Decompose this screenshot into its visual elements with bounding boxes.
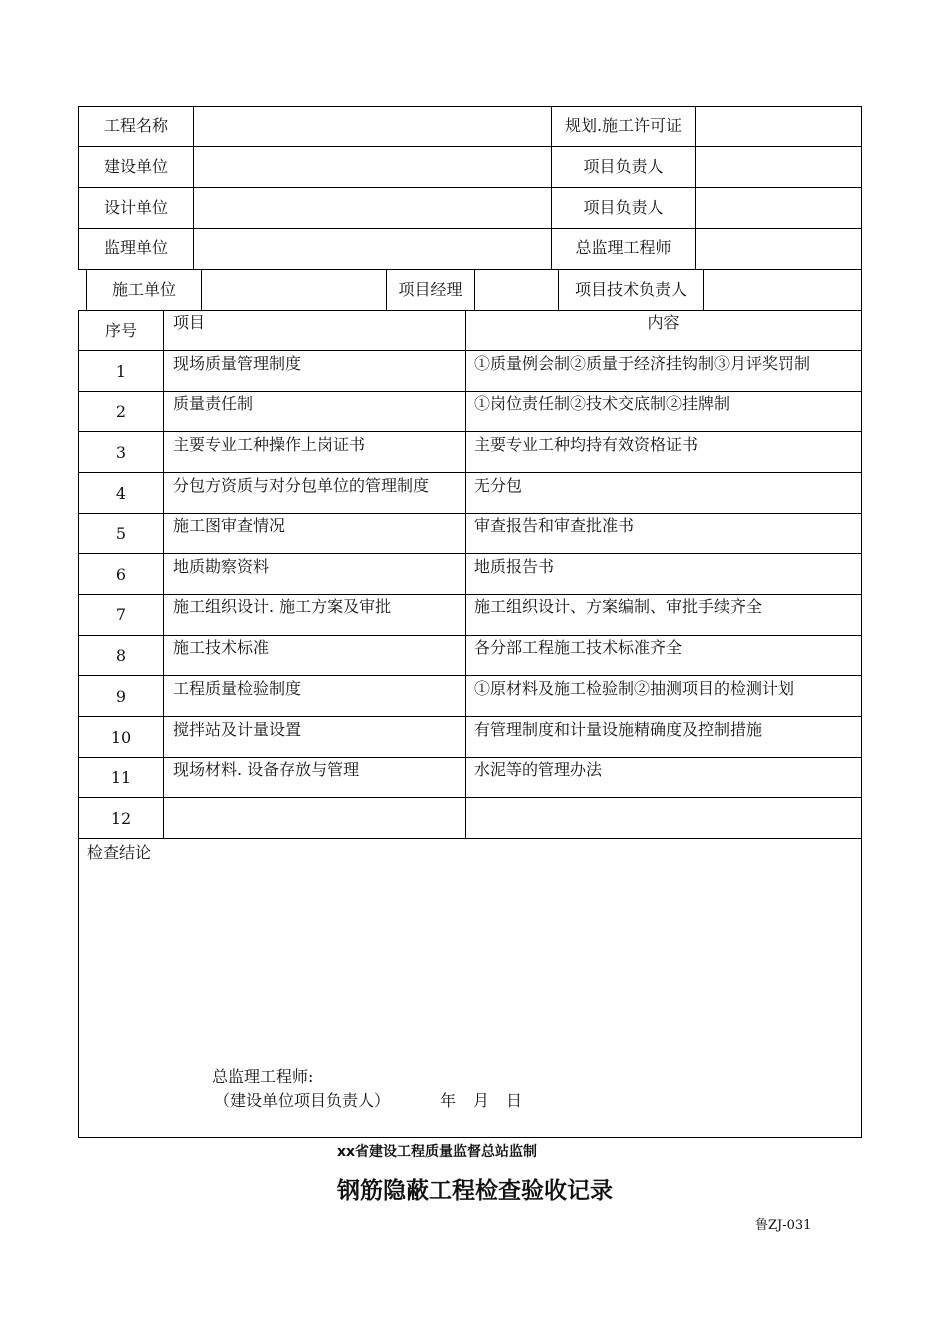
row-content: 无分包 xyxy=(474,476,523,495)
row-item: 施工图审查情况 xyxy=(173,516,286,535)
tech-leader-field[interactable] xyxy=(704,270,861,310)
form-code: 鲁ZJ-031 xyxy=(755,1218,812,1233)
form-title: 钢筋隐蔽工程检查验收记录 xyxy=(337,1178,613,1204)
header-content: 内容 xyxy=(647,313,680,332)
row-item: 主要专业工种操作上岗证书 xyxy=(173,435,366,454)
supervisor-field[interactable] xyxy=(194,229,551,269)
conclusion-field[interactable] xyxy=(90,868,850,1058)
permit-field[interactable] xyxy=(696,106,861,146)
issuer-label: xx省建设工程质量监督总站监制 xyxy=(336,1144,538,1160)
builder-leader-label: 项目负责人 xyxy=(583,157,664,176)
contractor-field[interactable] xyxy=(202,270,386,310)
conclusion-label: 检查结论 xyxy=(87,843,152,862)
project-manager-field[interactable] xyxy=(475,270,558,310)
row-item: 工程质量检验制度 xyxy=(173,679,302,698)
month-label: 月 xyxy=(473,1091,490,1110)
supervisor-label: 监理单位 xyxy=(103,238,168,257)
row-no: 11 xyxy=(110,768,132,787)
chief-supervisor-sign-label: 总监理工程师: xyxy=(212,1067,314,1086)
project-name-label: 工程名称 xyxy=(103,116,168,135)
row-item: 现场材料. 设备存放与管理 xyxy=(173,760,360,779)
row-item: 质量责任制 xyxy=(173,394,254,413)
row-content: 地质报告书 xyxy=(474,557,555,576)
project-manager-label: 项目经理 xyxy=(398,280,463,299)
row-item: 分包方资质与对分包单位的管理制度 xyxy=(173,476,430,495)
row-no: 6 xyxy=(115,565,127,584)
row-item: 施工组织设计. 施工方案及审批 xyxy=(173,597,392,616)
row-content: 水泥等的管理办法 xyxy=(474,760,603,779)
row-no: 4 xyxy=(115,484,127,503)
row-no: 9 xyxy=(115,687,127,706)
builder-rep-label: （建设单位项目负责人） xyxy=(214,1091,391,1110)
header-no: 序号 xyxy=(104,321,137,340)
permit-label: 规划.施工许可证 xyxy=(564,116,683,135)
designer-field[interactable] xyxy=(194,188,551,228)
row-no: 12 xyxy=(110,809,132,828)
row-content: ①质量例会制②质量于经济挂钩制③月评奖罚制 xyxy=(474,354,811,373)
chief-supervisor-label: 总监理工程师 xyxy=(575,238,672,257)
chief-supervisor-field[interactable] xyxy=(696,229,861,269)
builder-label: 建设单位 xyxy=(103,157,168,176)
row-content: ①原材料及施工检验制②抽测项目的检测计划 xyxy=(474,679,795,698)
row-no: 2 xyxy=(115,402,127,421)
designer-leader-field[interactable] xyxy=(696,188,861,228)
row-content: 各分部工程施工技术标准齐全 xyxy=(474,638,683,657)
row-no: 5 xyxy=(115,524,127,543)
row-item: 地质勘察资料 xyxy=(173,557,270,576)
contractor-label: 施工单位 xyxy=(111,280,176,299)
row-item: 现场质量管理制度 xyxy=(173,354,302,373)
designer-leader-label: 项目负责人 xyxy=(583,198,664,217)
row-no: 10 xyxy=(110,728,132,747)
header-item: 项目 xyxy=(173,313,206,332)
row-content: ①岗位责任制②技术交底制②挂牌制 xyxy=(474,394,731,413)
year-label: 年 xyxy=(440,1091,457,1110)
row-content: 主要专业工种均持有效资格证书 xyxy=(474,435,699,454)
row-no: 7 xyxy=(115,605,127,624)
designer-label: 设计单位 xyxy=(103,198,168,217)
builder-field[interactable] xyxy=(194,147,551,187)
row-no: 8 xyxy=(115,646,127,665)
tech-leader-label: 项目技术负责人 xyxy=(574,280,687,299)
row-item: 施工技术标准 xyxy=(173,638,270,657)
row-no: 3 xyxy=(115,443,127,462)
project-name-field[interactable] xyxy=(194,106,551,146)
row-item: 搅拌站及计量设置 xyxy=(173,720,302,739)
builder-leader-field[interactable] xyxy=(696,147,861,187)
row-content: 审查报告和审查批准书 xyxy=(474,516,635,535)
row-content: 施工组织设计、方案编制、审批手续齐全 xyxy=(474,597,763,616)
day-label: 日 xyxy=(506,1091,523,1110)
row-no: 1 xyxy=(115,362,127,381)
row-content: 有管理制度和计量设施精确度及控制措施 xyxy=(474,720,763,739)
